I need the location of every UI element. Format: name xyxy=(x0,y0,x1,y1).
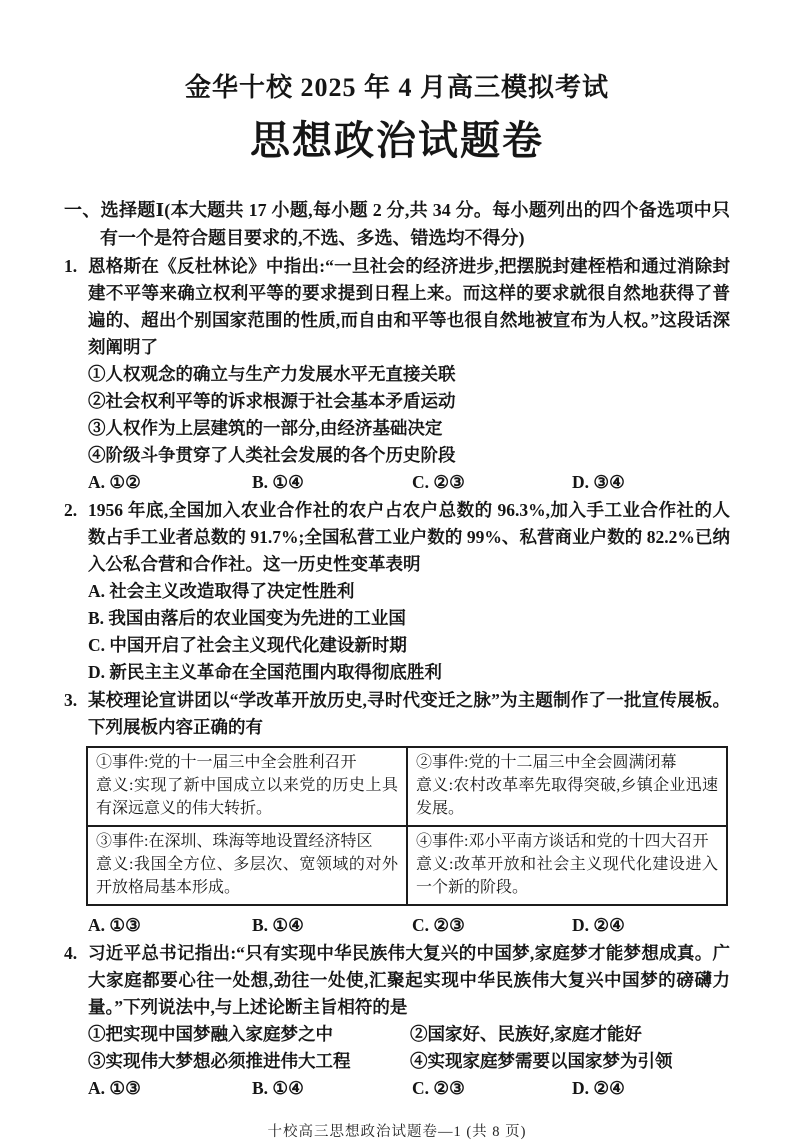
option-c: C. 中国开启了社会主义现代化建设新时期 xyxy=(88,635,407,655)
question-3-number: 3. xyxy=(64,690,78,710)
question-3-stem-row xyxy=(64,687,730,741)
board-cell-2 xyxy=(407,747,727,826)
question-1-options xyxy=(64,469,730,496)
board-cell-1-meaning: 意义:实现了新中国成立以来党的历史上具有深远意义的伟大转折。 xyxy=(96,777,398,817)
question-4-number: 4. xyxy=(64,943,78,963)
option-c: C. ②③ xyxy=(412,915,465,935)
board-cell-2-meaning: 意义:农村改革率先取得突破,乡镇企业迅速发展。 xyxy=(416,777,718,817)
option-a: A. 社会主义改造取得了决定性胜利 xyxy=(88,581,355,601)
display-board-table xyxy=(86,746,728,906)
option-a: A. ①② xyxy=(88,472,141,492)
statement-line: ③人权作为上层建筑的一部分,由经济基础决定 xyxy=(88,418,443,438)
option-d: D. ②④ xyxy=(572,1078,625,1098)
question-1 xyxy=(64,253,730,496)
question-3 xyxy=(64,687,730,939)
option-b: B. 我国由落后的农业国变为先进的工业国 xyxy=(88,608,406,628)
board-cell-3-event: ③事件:在深圳、珠海等地设置经济特区 xyxy=(96,833,373,850)
option-a: A. ①③ xyxy=(88,915,141,935)
statement-line: ④实现家庭梦需要以国家梦为引领 xyxy=(410,1051,673,1071)
question-4-statements xyxy=(64,1021,730,1075)
option-d: D. ③④ xyxy=(572,472,625,492)
statement-line: ②社会权利平等的诉求根源于社会基本矛盾运动 xyxy=(88,391,456,411)
question-2-number: 2. xyxy=(64,500,78,520)
question-4-stem-row xyxy=(64,940,730,1021)
question-2-options xyxy=(64,578,730,686)
statement-line: ②国家好、民族好,家庭才能好 xyxy=(410,1024,642,1044)
statement-line: ①人权观念的确立与生产力发展水平无直接关联 xyxy=(88,364,456,384)
board-cell-4-event: ④事件:邓小平南方谈话和党的十四大召开 xyxy=(416,833,709,850)
question-3-stem: 某校理论宣讲团以“学改革开放历史,寻时代变迁之脉”为主题制作了一批宣传展板。下列展板内容正确的有 xyxy=(88,690,730,737)
statement-line: ①把实现中国梦融入家庭梦之中 xyxy=(88,1024,333,1044)
question-4 xyxy=(64,940,730,1102)
question-1-number: 1. xyxy=(64,256,78,276)
exam-title: 金华十校 2025 年 4 月高三模拟考试 xyxy=(184,73,609,102)
statement-line: ③实现伟大梦想必须推进伟大工程 xyxy=(88,1051,351,1071)
statement-line: ④阶级斗争贯穿了人类社会发展的各个历史阶段 xyxy=(88,445,456,465)
option-b: B. ①④ xyxy=(252,915,304,935)
table-row xyxy=(87,747,727,826)
question-2-stem: 1956 年底,全国加入农业合作社的农户占农户总数的 96.3%,加入手工业合作社的人数占手工业者总数的 91.7%;全国私营工业户数的 99%、私营商业户数的 82.2%已纳入公私合营和合作社。这一历史性变革表明 xyxy=(88,500,730,574)
board-cell-1 xyxy=(87,747,407,826)
question-3-options xyxy=(64,912,730,939)
question-4-options xyxy=(64,1075,730,1102)
paper-title: 思想政治试题卷 xyxy=(250,118,544,163)
page-footer: 十校高三思想政治试题卷—1 (共 8 页) xyxy=(267,1124,527,1140)
option-b: B. ①④ xyxy=(252,1078,304,1098)
board-cell-4 xyxy=(407,826,727,905)
option-c: C. ②③ xyxy=(412,472,465,492)
board-cell-3-meaning: 意义:我国全方位、多层次、宽领域的对外开放格局基本形成。 xyxy=(96,856,398,896)
option-d: D. ②④ xyxy=(572,915,625,935)
question-1-stem-row xyxy=(64,253,730,361)
option-c: C. ②③ xyxy=(412,1078,465,1098)
board-cell-1-event: ①事件:党的十一届三中全会胜利召开 xyxy=(96,754,357,771)
board-cell-2-event: ②事件:党的十二届三中全会圆满闭幕 xyxy=(416,754,677,771)
option-b: B. ①④ xyxy=(252,472,304,492)
question-4-stem: 习近平总书记指出:“只有实现中华民族伟大复兴的中国梦,家庭梦才能梦想成真。广大家庭都要心往一处想,劲往一处使,汇聚起实现中华民族伟大复兴中国梦的磅礴力量。”下列说法中,与上述论断主旨相符的是 xyxy=(88,943,730,1017)
section-1-heading: 一、选择题Ⅰ(本大题共 17 小题,每小题 2 分,共 34 分。每小题列出的四个备选项中只有一个是符合题目要求的,不选、多选、错选均不得分) xyxy=(64,200,730,248)
question-2 xyxy=(64,497,730,686)
table-row xyxy=(87,826,727,905)
question-2-stem-row xyxy=(64,497,730,578)
board-cell-3 xyxy=(87,826,407,905)
option-a: A. ①③ xyxy=(88,1078,141,1098)
option-d: D. 新民主主义革命在全国范围内取得彻底胜利 xyxy=(88,662,442,682)
question-1-statements xyxy=(64,361,730,469)
board-cell-4-meaning: 意义:改革开放和社会主义现代化建设进入一个新的阶段。 xyxy=(416,856,718,896)
question-1-stem: 恩格斯在《反杜林论》中指出:“一旦社会的经济进步,把摆脱封建桎梏和通过消除封建不平等来确立权利平等的要求提到日程上来。而这样的要求就很自然地获得了普遍的、超出个别国家范围的性质,而自由和平等也很自然地被宣布为人权。”这段话深刻阐明了 xyxy=(88,256,730,357)
